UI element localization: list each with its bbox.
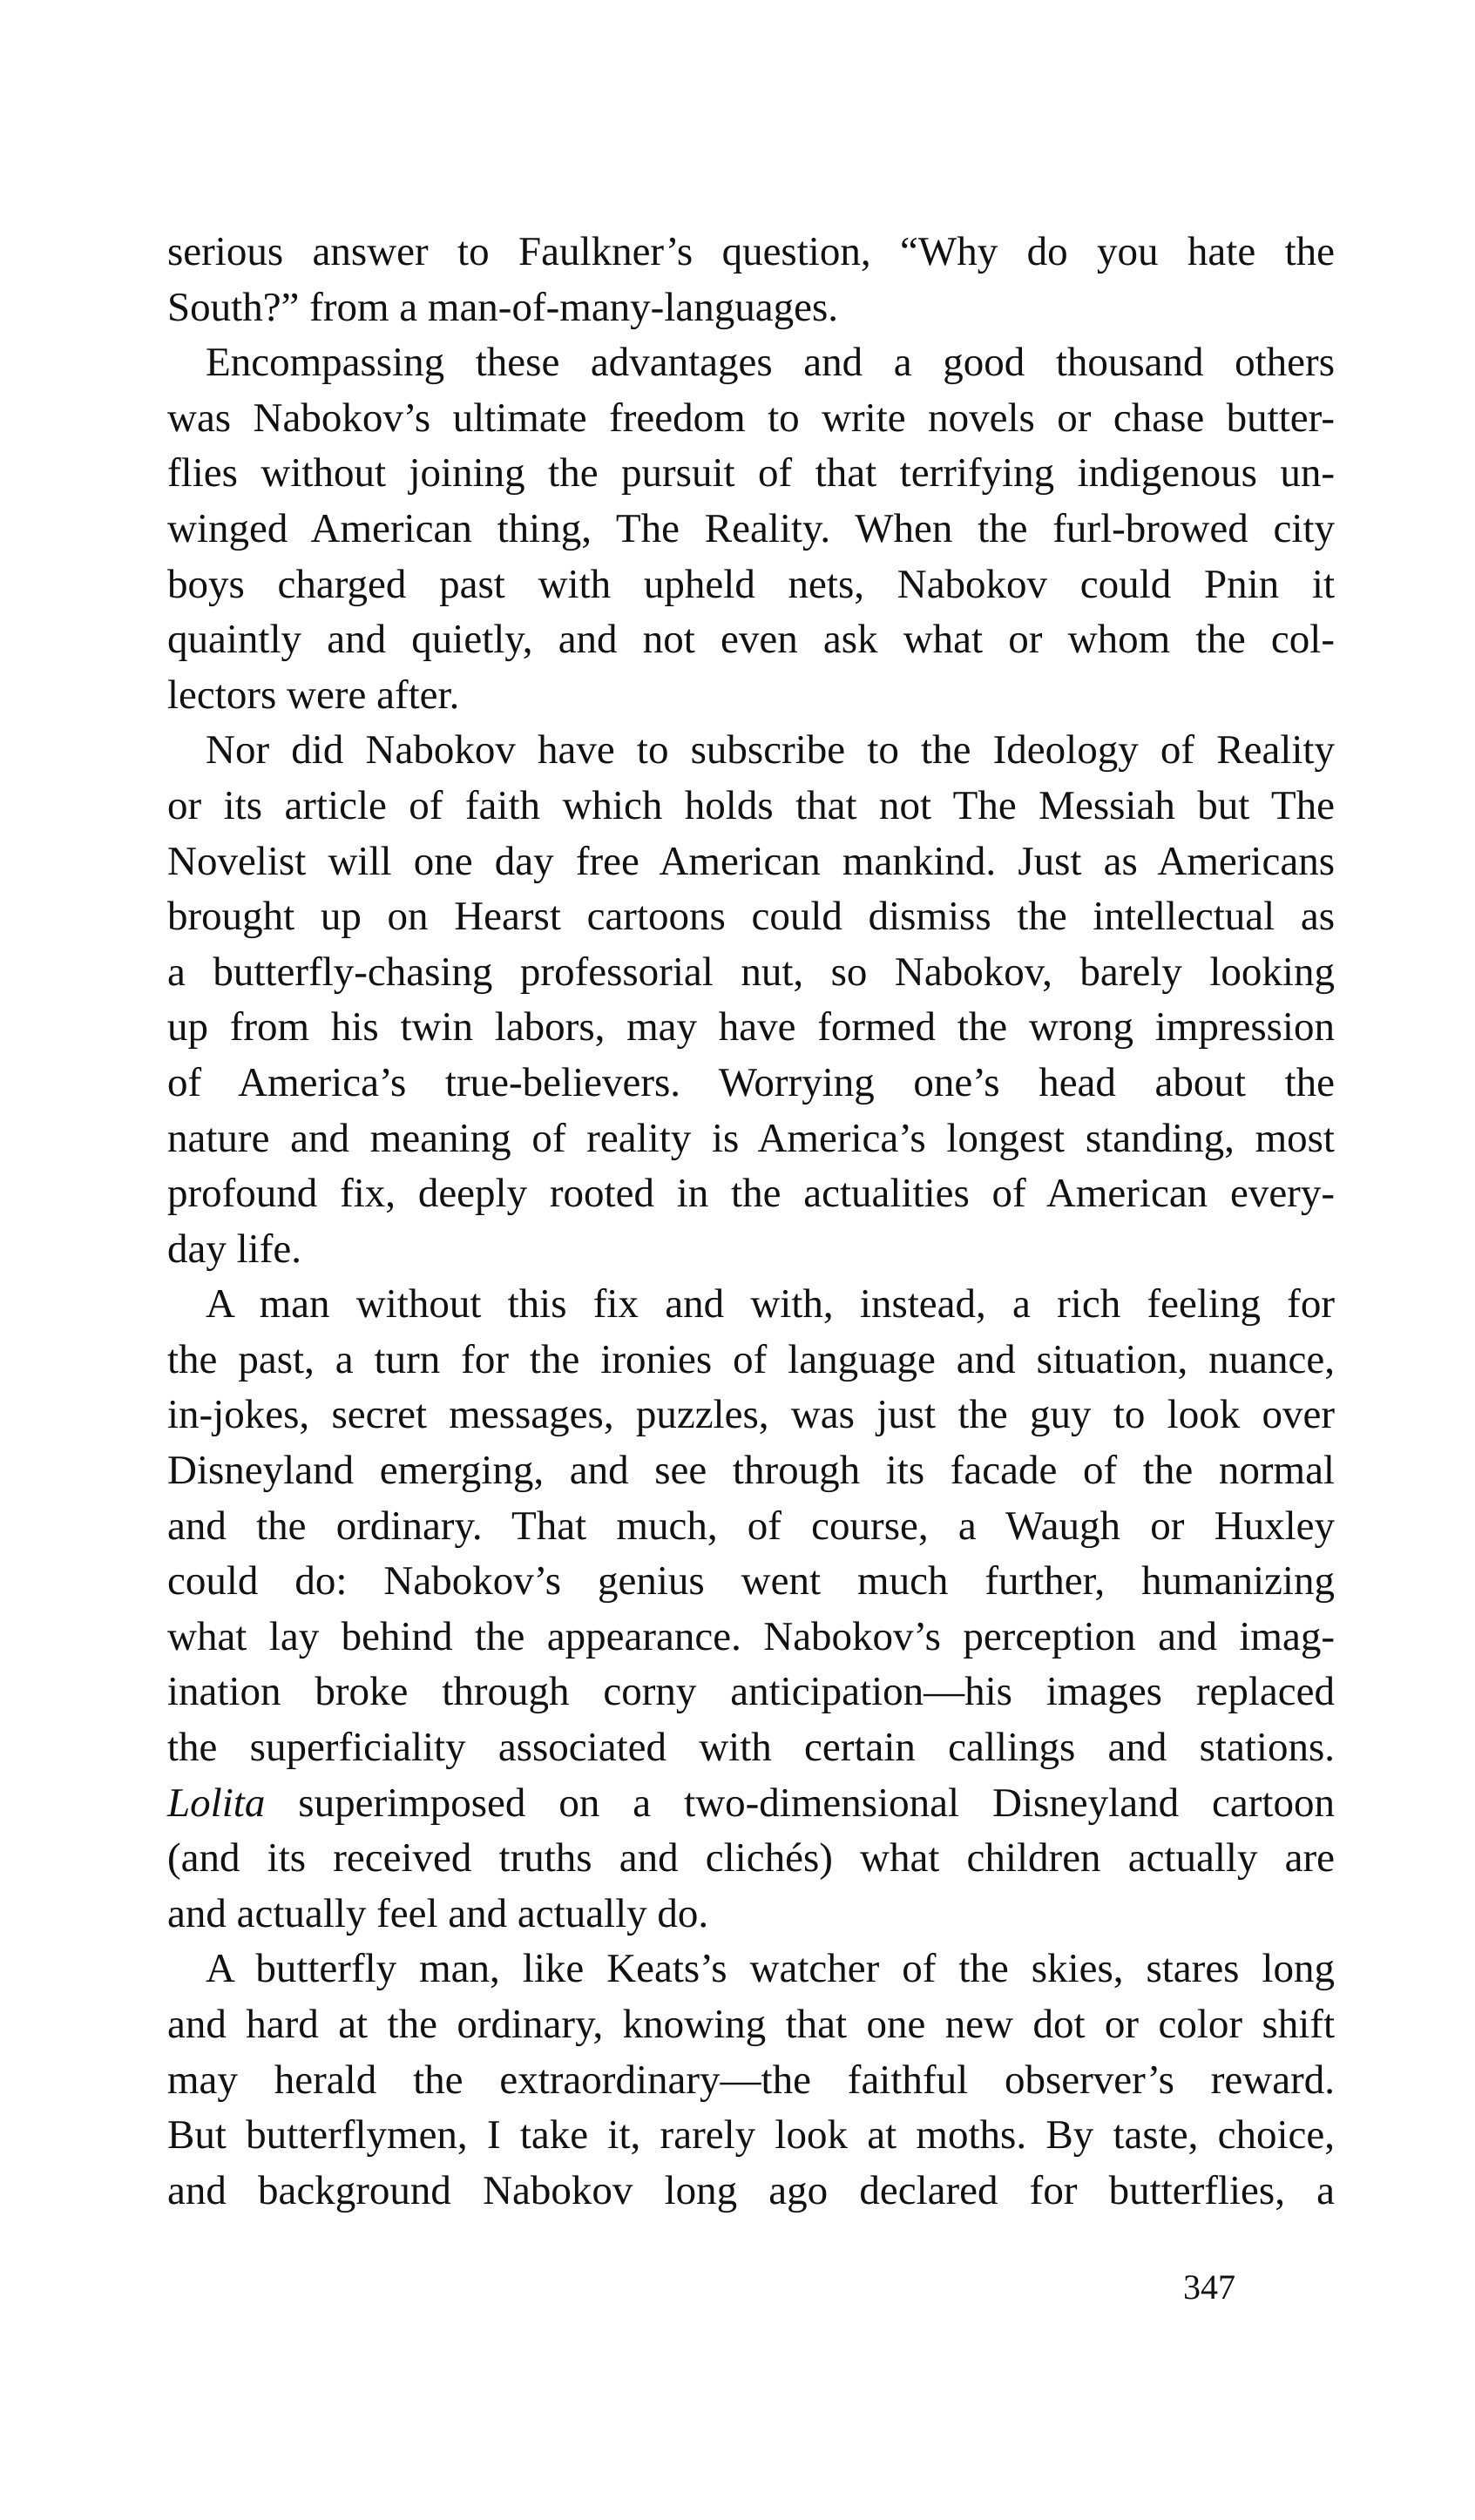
text-line: (and its received truths and clichés) what children actually are: [167, 1835, 1335, 1882]
text-line: a butterfly-chasing professorial nut, so Nabokov, barely looking: [167, 949, 1335, 995]
text-line: serious answer to Faulkner’s question, “Why do you hate the: [167, 229, 1335, 274]
lolita-line-rest: superimposed on a two-dimensional Disneyland cartoon: [265, 1780, 1335, 1826]
text-line: the superficiality associated with certain callings and stations.: [167, 1725, 1335, 1771]
text-line: of America’s true-believers. Worrying one’s head about the: [167, 1059, 1335, 1105]
text-line: up from his twin labors, may have formed the wrong impression: [167, 1004, 1335, 1051]
text-line: boys charged past with upheld nets, Nabokov could Pnin it: [167, 561, 1335, 607]
body-text: [167, 225, 1335, 2219]
book-title-lolita: Lolita: [167, 1780, 266, 1826]
text-line: in-jokes, secret messages, puzzles, was just the guy to look over: [167, 1392, 1335, 1438]
text-line: But butterflymen, I take it, rarely look at moths. By taste, choice,: [167, 2112, 1335, 2159]
text-line: brought up on Hearst cartoons could dismiss the intellectual as: [167, 894, 1335, 940]
text-line-lolita: [167, 1776, 1335, 1832]
text-line: A butterfly man, like Keats’s watcher of the skies, stares long: [206, 1946, 1335, 1992]
text-line: nature and meaning of reality is America’s longest standing, most: [167, 1115, 1335, 1161]
text-line: could do: Nabokov’s genius went much further, humanizing: [167, 1558, 1335, 1605]
text-line: ination broke through corny anticipation—his images replaced: [167, 1669, 1335, 1715]
text-line: lectors were after.: [167, 672, 460, 718]
text-line: may herald the extraordinary—the faithful observer’s reward.: [167, 2057, 1335, 2103]
paragraph-2: [167, 335, 1335, 723]
text-line: profound fix, deeply rooted in the actualities of American every-: [167, 1171, 1335, 1217]
text-line: and background Nabokov long ago declared for butterflies, a: [167, 2167, 1335, 2213]
text-line: flies without joining the pursuit of that terrifying indigenous un-: [167, 450, 1335, 497]
text-line: Disneyland emerging, and see through its facade of the normal: [167, 1448, 1335, 1494]
text-line: Encompassing these advantages and a good thousand others: [206, 340, 1335, 386]
page-number: 347: [1183, 2267, 1235, 2307]
paragraph-4: [167, 1277, 1335, 1942]
text-line: the past, a turn for the ironies of language and situation, nuance,: [167, 1336, 1335, 1382]
paragraph-5: [167, 1942, 1335, 2219]
text-line: and the ordinary. That much, of course, a Waugh or Huxley: [167, 1503, 1335, 1549]
paragraph-3: [167, 723, 1335, 1277]
text-line: A man without this fix and with, instead, a rich feeling for: [206, 1281, 1335, 1328]
text-line: Nor did Nabokov have to subscribe to the Ideology of Reality: [206, 727, 1335, 774]
text-line: day life.: [167, 1226, 301, 1272]
text-line: and actually feel and actually do.: [167, 1890, 709, 1936]
paragraph-1: [167, 225, 1335, 335]
text-line: was Nabokov’s ultimate freedom to write novels or chase butter-: [167, 395, 1335, 441]
text-line: winged American thing, The Reality. When the furl-browed city: [167, 505, 1335, 551]
text-line: Novelist will one day free American mankind. Just as Americans: [167, 838, 1335, 884]
text-line: quaintly and quietly, and not even ask what or whom the col-: [167, 617, 1335, 663]
text-line: South?” from a man-of-many-languages.: [167, 284, 839, 330]
text-line: what lay behind the appearance. Nabokov’s perception and imag-: [167, 1613, 1335, 1659]
text-line: or its article of faith which holds that not The Messiah but The: [167, 782, 1335, 828]
text-line: and hard at the ordinary, knowing that one new dot or color shift: [167, 2002, 1335, 2047]
